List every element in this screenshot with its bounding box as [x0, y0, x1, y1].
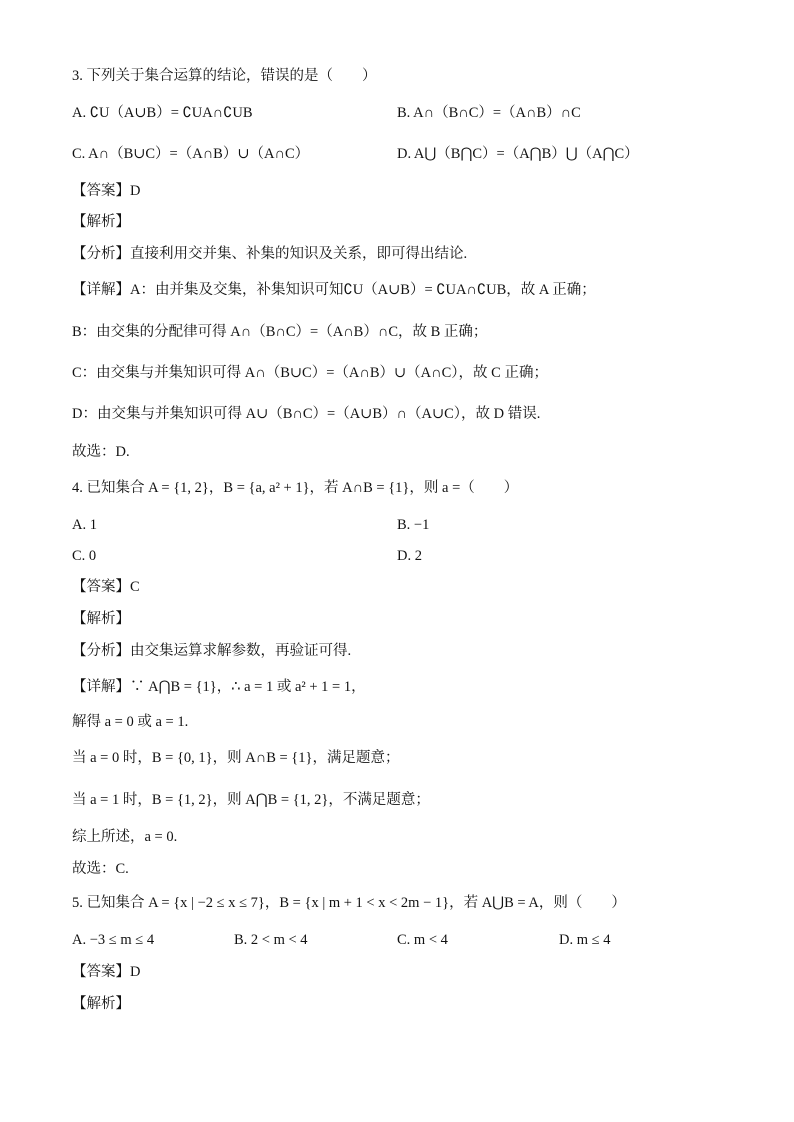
- q3-options-row-2: [72, 144, 639, 164]
- q5-option-a: A. −3 ≤ m ≤ 4: [72, 932, 155, 948]
- q4-stem: 4. 已知集合 A = {1, 2}，B = {a, a² + 1}，若 A∩B = {1}，则 a =（ ）: [72, 480, 519, 496]
- q3-option-c: C. A∩（B∪C）=（A∩B）∪（A∩C）: [72, 146, 310, 162]
- q3-options-row-1: [72, 103, 581, 123]
- q5-jiexi-heading: 【解析】: [72, 996, 130, 1012]
- q4-choose: 故选：C.: [72, 861, 129, 877]
- q4-option-b: B. −1: [397, 517, 430, 533]
- q4-detail-5: 综上所述，a = 0.: [72, 829, 178, 845]
- q4-jiexi-heading: 【解析】: [72, 611, 130, 627]
- q4-option-c: C. 0: [72, 548, 97, 564]
- q3-detail-b: B：由交集的分配律可得 A∩（B∩C）=（A∩B）∩C，故 B 正确；: [72, 324, 488, 340]
- q3-stem: 3. 下列关于集合运算的结论，错误的是（ ）: [72, 68, 377, 84]
- q3-choose: 故选：D.: [72, 444, 130, 460]
- q4-answer: 【答案】C: [72, 579, 140, 595]
- q4-detail-4: 当 a = 1 时，B = {1, 2}，则 A⋂B = {1, 2}，不满足题意；: [72, 792, 430, 808]
- q3-answer: 【答案】D: [72, 183, 141, 199]
- q5-answer: 【答案】D: [72, 964, 141, 980]
- q4-options-row-2: [72, 546, 422, 566]
- q3-detail-a: 【详解】A：由并集及交集，补集知识可知∁U（A∪B）= ∁UA∩∁UB，故 A 正确；: [72, 282, 596, 298]
- q5-stem: 5. 已知集合 A = {x | −2 ≤ x ≤ 7}，B = {x | m + 1 < x < 2m − 1}，若 A⋃B = A，则（ ）: [72, 895, 626, 911]
- q3-detail-c: C：由交集与并集知识可得 A∩（B∪C）=（A∩B）∪（A∩C），故 C 正确；: [72, 365, 548, 381]
- q4-detail-1: 【详解】∵ A⋂B = {1}，∴ a = 1 或 a² + 1 = 1，: [72, 679, 366, 695]
- q3-option-a: A. ∁U（A∪B）= ∁UA∩∁UB: [72, 105, 253, 121]
- q5-option-d: D. m ≤ 4: [559, 932, 611, 948]
- q4-detail-3: 当 a = 0 时，B = {0, 1}，则 A∩B = {1}，满足题意；: [72, 750, 400, 766]
- q4-option-d: D. 2: [397, 548, 422, 564]
- q5-option-b: B. 2 < m < 4: [234, 932, 308, 948]
- q3-analysis: 【分析】直接利用交并集、补集的知识及关系，即可得出结论.: [72, 246, 468, 262]
- q3-option-b: B. A∩（B∩C）=（A∩B）∩C: [397, 105, 581, 121]
- q4-option-a: A. 1: [72, 517, 97, 533]
- q5-option-c: C. m < 4: [397, 932, 448, 948]
- q5-options-row: [72, 930, 611, 950]
- q4-detail-2: 解得 a = 0 或 a = 1.: [72, 714, 189, 730]
- q3-option-d: D. A⋃（B⋂C）=（A⋂B）⋃（A⋂C）: [397, 146, 639, 162]
- q3-jiexi-heading: 【解析】: [72, 214, 130, 230]
- q4-analysis: 【分析】由交集运算求解参数，再验证可得.: [72, 643, 352, 659]
- q3-detail-d: D：由交集与并集知识可得 A∪（B∩C）=（A∪B）∩（A∪C），故 D 错误.: [72, 406, 541, 422]
- q4-options-row-1: [72, 515, 430, 535]
